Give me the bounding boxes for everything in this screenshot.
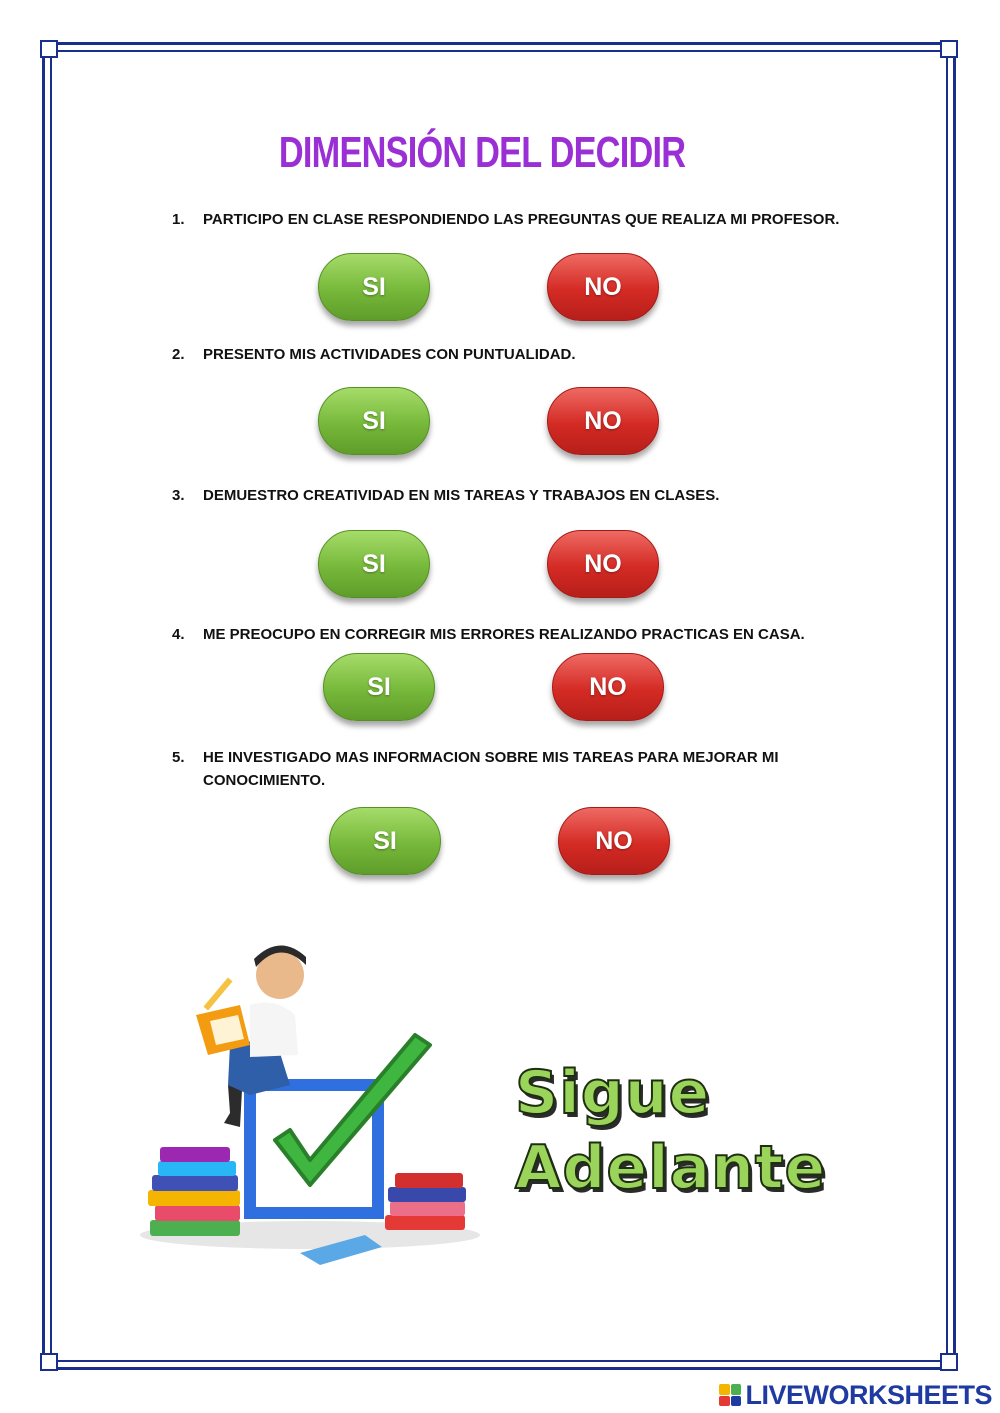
book-stack-right-icon — [385, 1173, 466, 1230]
answer-yes-button[interactable]: SI — [318, 253, 430, 321]
answer-yes-button[interactable]: SI — [323, 653, 435, 721]
question-2 — [172, 343, 852, 366]
answer-no-button[interactable]: NO — [558, 807, 670, 875]
question-text: HE INVESTIGADO MAS INFORMACION SOBRE MIS TAREAS PARA MEJORAR MI CONOCIMIENTO. — [203, 749, 779, 789]
question-number: 1. — [172, 211, 185, 228]
border-corner-ornament — [40, 1353, 58, 1371]
question-text: DEMUESTRO CREATIVIDAD EN MIS TAREAS Y TRABAJOS EN CLASES. — [203, 487, 720, 504]
question-number: 2. — [172, 346, 185, 363]
border-corner-ornament — [940, 1353, 958, 1371]
question-1 — [172, 208, 852, 231]
liveworksheets-logo-icon — [719, 1384, 741, 1406]
question-text: ME PREOCUPO EN CORREGIR MIS ERRORES REALIZANDO PRACTICAS EN CASA. — [203, 626, 805, 643]
answer-no-button[interactable]: NO — [552, 653, 664, 721]
question-text: PARTICIPO EN CLASE RESPONDIENDO LAS PREGUNTAS QUE REALIZA MI PROFESOR. — [203, 211, 840, 228]
boy-reading-books-checkmark-illustration — [130, 935, 490, 1270]
question-number: 3. — [172, 487, 185, 504]
question-text: PRESENTO MIS ACTIVIDADES CON PUNTUALIDAD. — [203, 346, 576, 363]
page-title: DIMENSIÓN DEL DECIDIR — [278, 128, 686, 177]
question-number: 4. — [172, 626, 185, 643]
question-5 — [172, 746, 852, 792]
motivation-line-1: Sigue — [515, 1058, 711, 1128]
answer-yes-button[interactable]: SI — [318, 530, 430, 598]
answer-yes-button[interactable]: SI — [318, 387, 430, 455]
answer-no-button[interactable]: NO — [547, 387, 659, 455]
liveworksheets-branding[interactable] — [719, 1379, 992, 1411]
answer-yes-button[interactable]: SI — [329, 807, 441, 875]
liveworksheets-logo-text: LIVEWORKSHEETS — [745, 1379, 992, 1410]
answer-no-button[interactable]: NO — [547, 530, 659, 598]
motivation-line-2: Adelante — [515, 1133, 827, 1203]
answer-no-button[interactable]: NO — [547, 253, 659, 321]
book-stack-left-icon — [148, 1147, 240, 1236]
checkmark-icon — [275, 1035, 430, 1185]
question-3 — [172, 484, 852, 507]
question-4 — [172, 623, 852, 646]
border-corner-ornament — [40, 40, 58, 58]
border-corner-ornament — [940, 40, 958, 58]
question-number: 5. — [172, 749, 185, 766]
